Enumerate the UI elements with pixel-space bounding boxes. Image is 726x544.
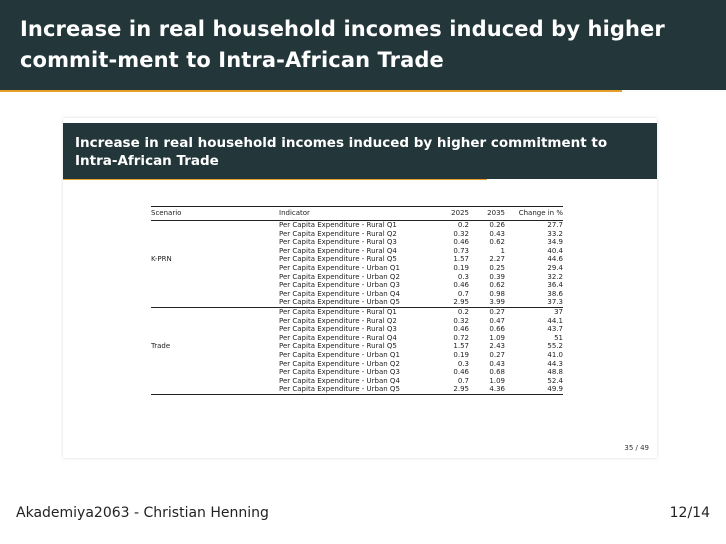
- value-2035-cell: 0.66: [489, 325, 505, 334]
- value-2025-cell: 2.95: [429, 298, 469, 307]
- table-row: [151, 273, 563, 282]
- change-cell: 37: [554, 307, 563, 316]
- indicator-cell: Per Capita Expenditure - Urban Q2: [279, 272, 400, 281]
- value-2025-cell: 0.73: [453, 246, 469, 255]
- value-2035-cell: 0.26: [489, 221, 505, 229]
- indicator-cell: Per Capita Expenditure - Rural Q3: [279, 325, 397, 334]
- col-header-2035: 2035: [469, 207, 505, 221]
- indicator-cell: Per Capita Expenditure - Rural Q4: [279, 333, 397, 342]
- table-row: [151, 264, 563, 273]
- value-2025-cell: 0.32: [453, 316, 469, 325]
- indicator-cell: Per Capita Expenditure - Rural Q4: [279, 246, 397, 255]
- change-cell: 52.4: [547, 376, 563, 385]
- value-2025-cell: 0.19: [453, 263, 469, 272]
- value-2035-cell: 2.43: [489, 342, 505, 351]
- table-row: [151, 307, 563, 316]
- value-2035-cell: 1.09: [489, 376, 505, 385]
- value-2025-cell: 0.3: [457, 359, 469, 368]
- embedded-title-line-2: Intra-African Trade: [75, 153, 219, 169]
- value-2035-cell: 0.62: [489, 281, 505, 290]
- scenario-cell: [151, 385, 279, 394]
- embedded-title-line-1: Increase in real household incomes induced by higher commitment to: [75, 135, 608, 151]
- table-row: [151, 385, 563, 394]
- value-2035-cell: 0.43: [489, 359, 505, 368]
- scenario-cell: [151, 247, 279, 256]
- scenario-cell: [151, 290, 279, 299]
- slide-header: [0, 0, 726, 90]
- change-cell: 29.4: [547, 263, 563, 272]
- scenario-cell: [151, 317, 279, 326]
- scenario-cell: K-PRN: [151, 255, 172, 264]
- table-row: [151, 281, 563, 290]
- indicator-cell: Per Capita Expenditure - Rural Q1: [279, 221, 397, 229]
- scenario-cell: [151, 298, 279, 307]
- embedded-page-number: 35 / 49: [624, 444, 649, 452]
- value-2035-cell: 1: [500, 246, 505, 255]
- scenario-cell: [151, 230, 279, 239]
- value-2035-cell: 0.25: [489, 263, 505, 272]
- table-row: [151, 290, 563, 299]
- value-2035-cell: 0.98: [489, 289, 505, 298]
- indicator-cell: Per Capita Expenditure - Rural Q3: [279, 238, 397, 247]
- table-row: [151, 342, 563, 351]
- embedded-accent-rule: [63, 179, 487, 180]
- value-2025-cell: 0.46: [453, 368, 469, 377]
- indicator-cell: Per Capita Expenditure - Urban Q4: [279, 289, 400, 298]
- value-2035-cell: 0.27: [489, 307, 505, 316]
- embedded-slide-title: [75, 134, 607, 170]
- indicator-cell: Per Capita Expenditure - Urban Q3: [279, 368, 400, 377]
- value-2025-cell: 0.19: [453, 350, 469, 359]
- scenario-cell: [151, 368, 279, 377]
- value-2025-cell: 0.2: [457, 221, 469, 229]
- table-row: [151, 317, 563, 326]
- scenario-cell: [151, 307, 279, 316]
- header-accent-rule: [0, 90, 622, 92]
- value-2035-cell: 0.39: [489, 272, 505, 281]
- scenario-cell: [151, 351, 279, 360]
- indicator-cell: Per Capita Expenditure - Rural Q2: [279, 316, 397, 325]
- scenario-cell: [151, 360, 279, 369]
- change-cell: 37.3: [505, 298, 563, 307]
- indicator-cell: Per Capita Expenditure - Urban Q1: [279, 263, 400, 272]
- scenario-cell: [151, 221, 279, 230]
- change-cell: 38.6: [547, 289, 563, 298]
- value-2025-cell: 0.46: [453, 325, 469, 334]
- value-2035-cell: 4.36: [469, 385, 505, 394]
- slide-title: Increase in real household incomes induced by higher commit-ment to Intra-African Trade: [20, 17, 665, 72]
- indicator-cell: Per Capita Expenditure - Rural Q5: [279, 342, 397, 351]
- indicator-cell: Per Capita Expenditure - Urban Q1: [279, 350, 400, 359]
- value-2035-cell: 2.27: [489, 255, 505, 264]
- value-2035-cell: 0.62: [489, 238, 505, 247]
- table-row: [151, 255, 563, 264]
- col-header-2025: 2025: [429, 207, 469, 221]
- value-2025-cell: 0.7: [457, 289, 469, 298]
- scenario-cell: [151, 281, 279, 290]
- table-body: [151, 221, 563, 395]
- value-2035-cell: 0.47: [489, 316, 505, 325]
- embedded-slide-header: [63, 123, 657, 179]
- change-cell: 34.9: [547, 238, 563, 247]
- change-cell: 33.2: [547, 229, 563, 238]
- value-2035-cell: 3.99: [469, 298, 505, 307]
- col-header-scenario: Scenario: [151, 207, 279, 221]
- col-header-change: Change in %: [505, 207, 563, 221]
- value-2025-cell: 2.95: [429, 385, 469, 394]
- value-2025-cell: 0.3: [457, 272, 469, 281]
- scenario-cell: [151, 377, 279, 386]
- change-cell: 40.4: [547, 246, 563, 255]
- change-cell: 55.2: [547, 342, 563, 351]
- table-row: [151, 368, 563, 377]
- value-2035-cell: 0.68: [489, 368, 505, 377]
- indicator-cell: Per Capita Expenditure - Urban Q4: [279, 376, 400, 385]
- change-cell: 48.8: [547, 368, 563, 377]
- footer-author: Akademiya2063 - Christian Henning: [16, 505, 269, 521]
- table-row: [151, 377, 563, 386]
- table-row: [151, 360, 563, 369]
- change-cell: 51: [554, 333, 563, 342]
- value-2025-cell: 0.7: [457, 376, 469, 385]
- value-2025-cell: 0.2: [457, 307, 469, 316]
- table-row: [151, 325, 563, 334]
- table-header-row: [151, 207, 563, 221]
- change-cell: 27.7: [547, 221, 563, 229]
- indicator-cell: Per Capita Expenditure - Urban Q2: [279, 359, 400, 368]
- scenario-cell: [151, 334, 279, 343]
- table-row: [151, 298, 563, 307]
- value-2025-cell: 0.72: [453, 333, 469, 342]
- table-row: [151, 334, 563, 343]
- results-table: [151, 206, 563, 395]
- change-cell: 32.2: [547, 272, 563, 281]
- value-2035-cell: 0.27: [489, 350, 505, 359]
- indicator-cell: Per Capita Expenditure - Rural Q5: [279, 255, 397, 264]
- change-cell: 36.4: [547, 281, 563, 290]
- change-cell: 44.6: [547, 255, 563, 264]
- value-2025-cell: 1.57: [453, 342, 469, 351]
- table-row: [151, 238, 563, 247]
- value-2035-cell: 0.43: [489, 229, 505, 238]
- embedded-slide-image: [63, 118, 657, 458]
- value-2025-cell: 0.32: [453, 229, 469, 238]
- scenario-cell: [151, 264, 279, 273]
- indicator-cell: Per Capita Expenditure - Rural Q1: [279, 307, 397, 316]
- value-2035-cell: 1.09: [489, 333, 505, 342]
- change-cell: 49.9: [505, 385, 563, 394]
- table-row: [151, 247, 563, 256]
- value-2025-cell: 1.57: [453, 255, 469, 264]
- value-2025-cell: 0.46: [453, 281, 469, 290]
- scenario-cell: [151, 273, 279, 282]
- indicator-cell: Per Capita Expenditure - Rural Q2: [279, 229, 397, 238]
- table-row: [151, 230, 563, 239]
- change-cell: 41.0: [547, 350, 563, 359]
- indicator-cell: Per Capita Expenditure - Urban Q5: [279, 298, 429, 307]
- change-cell: 44.1: [547, 316, 563, 325]
- table-row: [151, 351, 563, 360]
- indicator-cell: Per Capita Expenditure - Urban Q3: [279, 281, 400, 290]
- scenario-cell: [151, 325, 279, 334]
- indicator-cell: Per Capita Expenditure - Urban Q5: [279, 385, 429, 394]
- change-cell: 43.7: [547, 325, 563, 334]
- table-row: [151, 221, 563, 230]
- col-header-indicator: Indicator: [279, 207, 429, 221]
- footer-page-number: 12/14: [669, 505, 710, 521]
- scenario-cell: Trade: [151, 342, 171, 351]
- value-2025-cell: 0.46: [453, 238, 469, 247]
- change-cell: 44.3: [547, 359, 563, 368]
- scenario-cell: [151, 238, 279, 247]
